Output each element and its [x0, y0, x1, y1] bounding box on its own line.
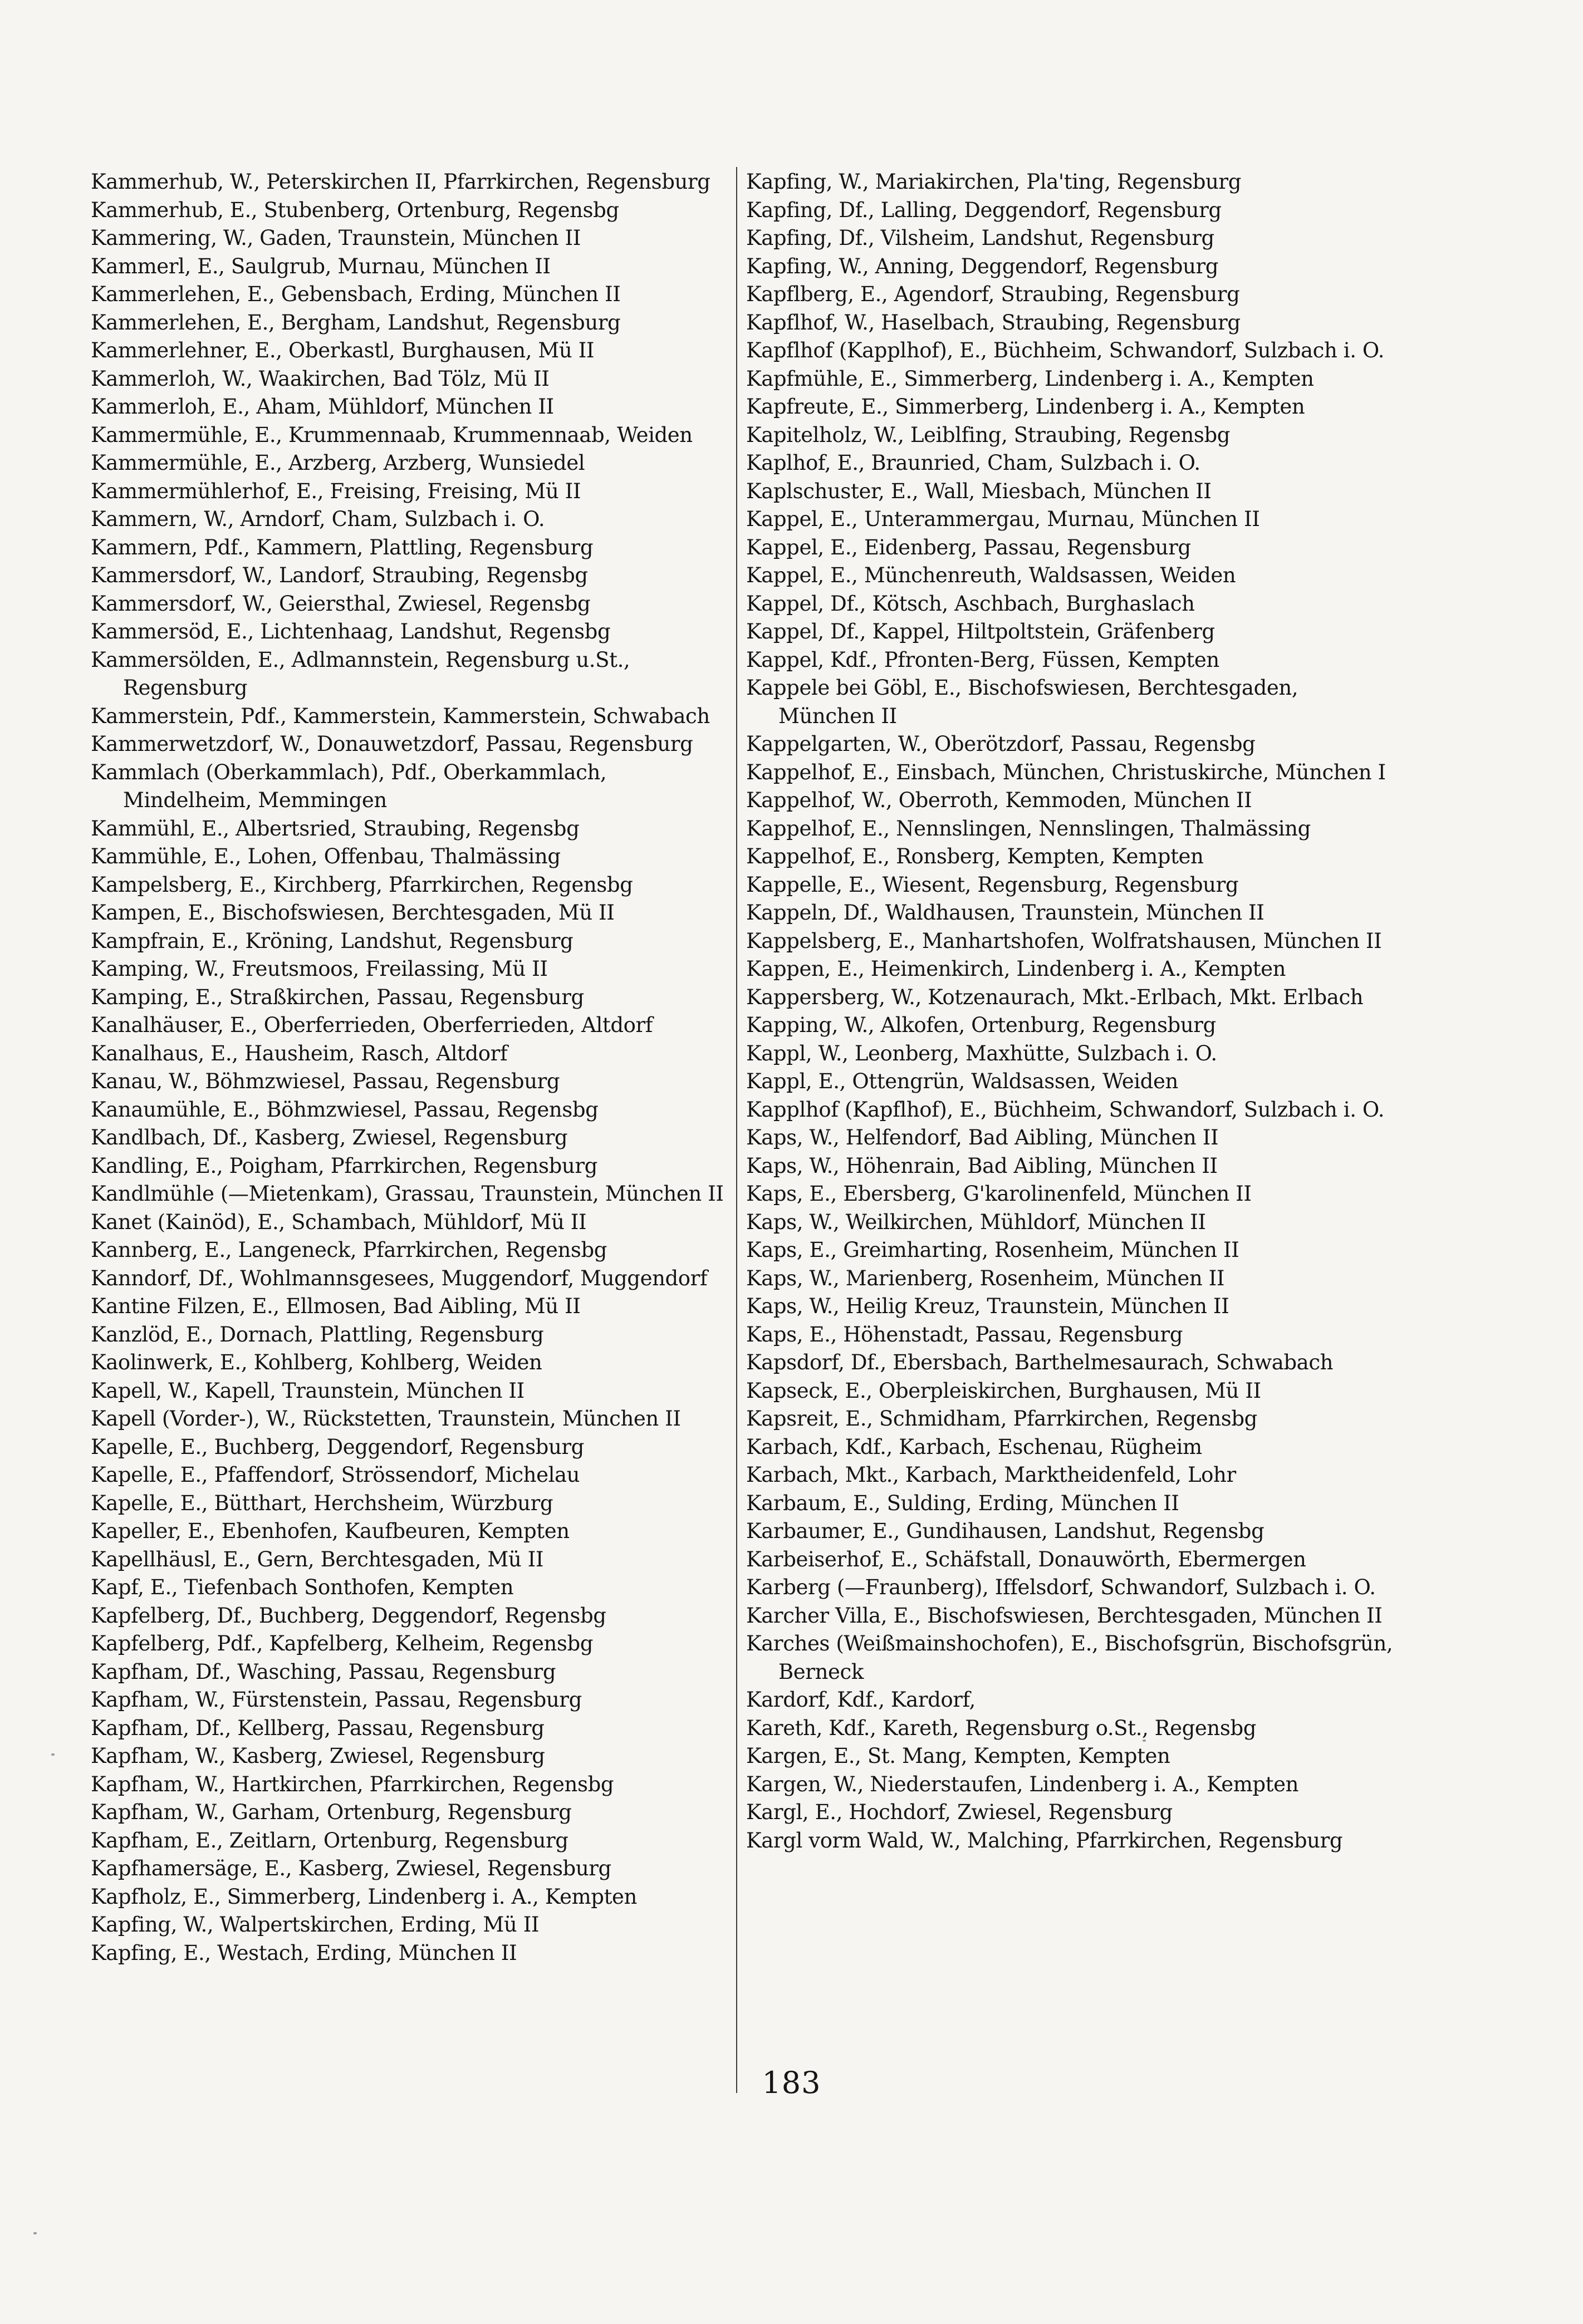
gazetteer-entry: Kapfing, Df., Lalling, Deggendorf, Regensburg — [746, 198, 1222, 222]
left-column — [91, 168, 731, 1967]
gazetteer-entry: Kappel, Df., Kötsch, Aschbach, Burghaslach — [746, 591, 1195, 616]
gazetteer-entry: Kareth, Kdf., Kareth, Regensburg o.St., Regensbg — [746, 1716, 1257, 1740]
gazetteer-entry: Kammühl, E., Albertsried, Straubing, Regensbg — [91, 816, 580, 841]
gazetteer-entry: Kapsreit, E., Schmidham, Pfarrkirchen, Regensbg — [746, 1407, 1257, 1431]
gazetteer-entry: Kammermühle, E., Arzberg, Arzberg, Wunsiedel — [91, 451, 585, 475]
gazetteer-entry: Kapf, E., Tiefenbach Sonthofen, Kempten — [91, 1575, 514, 1599]
gazetteer-entry: Kapell (Vorder-), W., Rückstetten, Traunstein, München II — [91, 1407, 681, 1431]
gazetteer-entry: Kapfelberg, Df., Buchberg, Deggendorf, Regensbg — [91, 1603, 606, 1628]
gazetteer-entry: Kammerloh, W., Waakirchen, Bad Tölz, Mü II — [91, 366, 550, 391]
gazetteer-entry: Kapfelberg, Pdf., Kapfelberg, Kelheim, Regensbg — [91, 1632, 594, 1655]
gazetteer-entry: Karcher Villa, E., Bischofswiesen, Berchtesgaden, München II — [746, 1603, 1383, 1628]
gazetteer-entry: Kapfing, E., Westach, Erding, München II — [91, 1940, 517, 1965]
gazetteer-entry: Kapplhof (Kapflhof), E., Büchheim, Schwandorf, Sulzbach i. O. — [746, 1097, 1385, 1122]
gazetteer-entry: Kapfhamersäge, E., Kasberg, Zwiesel, Regensburg — [91, 1856, 611, 1880]
gazetteer-entry: Kappelhof, E., Einsbach, München, Christuskirche, München I — [746, 760, 1386, 784]
gazetteer-entry: Kapfham, E., Zeitlarn, Ortenburg, Regensburg — [91, 1828, 568, 1853]
column-divider — [736, 167, 737, 2093]
gazetteer-entry: Kammerwetzdorf, W., Donauwetzdorf, Passau, Regensburg — [91, 732, 693, 756]
gazetteer-entry: Kanau, W., Böhmzwiesel, Passau, Regensburg — [91, 1069, 560, 1093]
gazetteer-entry: Kapfmühle, E., Simmerberg, Lindenberg i. A., Kempten — [746, 366, 1314, 391]
gazetteer-entry: Kapflhof, W., Haselbach, Straubing, Regensburg — [746, 310, 1241, 335]
gazetteer-entry: Kammlach (Oberkammlach), Pdf., Oberkammlach, Mindelheim, Memmingen — [91, 760, 607, 812]
gazetteer-entry: Kappel, E., Eidenberg, Passau, Regensburg — [746, 535, 1191, 559]
gazetteer-entry: Kammersölden, E., Adlmannstein, Regensburg u.St., Regensburg — [91, 647, 630, 700]
gazetteer-entry: Kapfham, Df., Wasching, Passau, Regensburg — [91, 1659, 556, 1684]
scan-speck — [33, 2232, 37, 2234]
gazetteer-entry: Kammerhub, W., Peterskirchen II, Pfarrkirchen, Regensburg — [91, 170, 710, 194]
page-number: 183 — [762, 2065, 821, 2100]
gazetteer-entry: Kammermühle, E., Krummennaab, Krummennaab, Weiden — [91, 422, 693, 447]
gazetteer-entry: Kaps, E., Greimharting, Rosenheim, München II — [746, 1238, 1239, 1262]
gazetteer-entry: Kamping, W., Freutsmoos, Freilassing, Mü II — [91, 957, 548, 981]
gazetteer-entry: Kapflhof (Kapplhof), E., Büchheim, Schwandorf, Sulzbach i. O. — [746, 338, 1385, 362]
scan-speck — [51, 1753, 55, 1756]
gazetteer-entry: Kapfham, W., Kasberg, Zwiesel, Regensburg — [91, 1744, 545, 1768]
gazetteer-entry: Kargl vorm Wald, W., Malching, Pfarrkirchen, Regensburg — [746, 1828, 1343, 1853]
gazetteer-entry: Kapellhäusl, E., Gern, Berchtesgaden, Mü II — [91, 1547, 544, 1571]
gazetteer-entry: Kappelhof, W., Oberroth, Kemmoden, München II — [746, 788, 1252, 812]
gazetteer-entry: Kappelhof, E., Ronsberg, Kempten, Kempten — [746, 844, 1204, 868]
gazetteer-entry: Kanalhäuser, E., Oberferrieden, Oberferrieden, Altdorf — [91, 1013, 653, 1037]
gazetteer-entry: Kapell, W., Kapell, Traunstein, München II — [91, 1378, 525, 1403]
gazetteer-entry: Kanzlöd, E., Dornach, Plattling, Regensburg — [91, 1322, 544, 1347]
gazetteer-entry: Kappele bei Göbl, E., Bischofswiesen, Berchtesgaden, München II — [746, 676, 1298, 728]
gazetteer-entry: Kappelhof, E., Nennslingen, Nennslingen, Thalmässing — [746, 816, 1311, 841]
gazetteer-entry: Kannberg, E., Langeneck, Pfarrkirchen, Regensbg — [91, 1238, 607, 1262]
gazetteer-entry: Kammerl, E., Saulgrub, Murnau, München II — [91, 254, 551, 278]
gazetteer-entry: Kapfham, W., Hartkirchen, Pfarrkirchen, Regensbg — [91, 1772, 614, 1796]
gazetteer-entry: Kaplschuster, E., Wall, Miesbach, München II — [746, 479, 1212, 503]
gazetteer-entry: Kampelsberg, E., Kirchberg, Pfarrkirchen, Regensbg — [91, 872, 633, 897]
gazetteer-entry: Kammühle, E., Lohen, Offenbau, Thalmässing — [91, 844, 561, 868]
gazetteer-entry: Kappl, W., Leonberg, Maxhütte, Sulzbach i. O. — [746, 1041, 1217, 1065]
gazetteer-entry: Kammern, W., Arndorf, Cham, Sulzbach i. O. — [91, 507, 545, 531]
gazetteer-entry: Kapfham, Df., Kellberg, Passau, Regensburg — [91, 1716, 545, 1740]
gazetteer-entry: Karbach, Kdf., Karbach, Eschenau, Rügheim — [746, 1434, 1202, 1459]
gazetteer-entry: Kandlbach, Df., Kasberg, Zwiesel, Regensburg — [91, 1126, 568, 1149]
gazetteer-entry: Karbeiserhof, E., Schäfstall, Donauwörth, Ebermergen — [746, 1547, 1306, 1571]
gazetteer-entry: Kammerlehen, E., Bergham, Landshut, Regensburg — [91, 310, 621, 335]
gazetteer-entry: Kapfing, W., Anning, Deggendorf, Regensburg — [746, 254, 1219, 278]
gazetteer-entry: Kapelle, E., Bütthart, Herchsheim, Würzburg — [91, 1491, 553, 1515]
gazetteer-entry: Kaplhof, E., Braunried, Cham, Sulzbach i. O. — [746, 451, 1200, 475]
gazetteer-entry: Kammersdorf, W., Landorf, Straubing, Regensbg — [91, 563, 588, 587]
gazetteer-entry: Kapfham, W., Fürstenstein, Passau, Regensburg — [91, 1688, 582, 1712]
gazetteer-entry: Karbaumer, E., Gundihausen, Landshut, Regensbg — [746, 1519, 1265, 1543]
gazetteer-entry: Kaps, E., Ebersberg, G'karolinenfeld, München II — [746, 1182, 1252, 1206]
gazetteer-entry: Kappelsberg, E., Manhartshofen, Wolfratshausen, München II — [746, 928, 1382, 953]
gazetteer-entry: Karbach, Mkt., Karbach, Marktheidenfeld, Lohr — [746, 1463, 1236, 1487]
right-column — [746, 168, 1398, 1855]
gazetteer-entry: Kaps, W., Helfendorf, Bad Aibling, München II — [746, 1126, 1219, 1149]
gazetteer-entry: Kappelle, E., Wiesent, Regensburg, Regensburg — [746, 872, 1239, 897]
gazetteer-entry: Kargl, E., Hochdorf, Zwiesel, Regensburg — [746, 1800, 1173, 1824]
gazetteer-entry: Kammermühlerhof, E., Freising, Freising, Mü II — [91, 479, 581, 503]
gazetteer-entry: Kammerlehen, E., Gebensbach, Erding, München II — [91, 282, 621, 306]
scan-speck — [1143, 1740, 1146, 1742]
gazetteer-entry: Kapfing, Df., Vilsheim, Landshut, Regensburg — [746, 226, 1214, 250]
gazetteer-entry: Kammersöd, E., Lichtenhaag, Landshut, Regensbg — [91, 620, 611, 643]
gazetteer-entry: Kanndorf, Df., Wohlmannsgesees, Muggendorf, Muggendorf — [91, 1266, 708, 1290]
gazetteer-entry: Kargen, E., St. Mang, Kempten, Kempten — [746, 1744, 1170, 1768]
gazetteer-entry: Kammersdorf, W., Geiersthal, Zwiesel, Regensbg — [91, 591, 591, 616]
gazetteer-entry: Kanet (Kainöd), E., Schambach, Mühldorf, Mü II — [91, 1210, 587, 1234]
gazetteer-entry: Kammering, W., Gaden, Traunstein, München II — [91, 226, 581, 250]
gazetteer-entry: Kapelle, E., Buchberg, Deggendorf, Regensburg — [91, 1434, 584, 1459]
gazetteer-entry: Kapelle, E., Pfaffendorf, Strössendorf, Michelau — [91, 1463, 580, 1487]
gazetteer-entry: Kaolinwerk, E., Kohlberg, Kohlberg, Weiden — [91, 1350, 542, 1374]
gazetteer-entry: Kaps, W., Weilkirchen, Mühldorf, München II — [746, 1210, 1206, 1234]
gazetteer-entry: Kammerlehner, E., Oberkastl, Burghausen, Mü II — [91, 338, 595, 362]
gazetteer-entry: Kappl, E., Ottengrün, Waldsassen, Weiden — [746, 1069, 1178, 1093]
gazetteer-entry: Kampen, E., Bischofswiesen, Berchtesgaden, Mü II — [91, 901, 615, 925]
gazetteer-entry: Kantine Filzen, E., Ellmosen, Bad Aibling, Mü II — [91, 1294, 581, 1318]
gazetteer-entry: Kargen, W., Niederstaufen, Lindenberg i. A., Kempten — [746, 1772, 1299, 1796]
gazetteer-entry: Kamping, E., Straßkirchen, Passau, Regensburg — [91, 985, 584, 1009]
gazetteer-entry: Kaps, W., Heilig Kreuz, Traunstein, München II — [746, 1294, 1229, 1318]
gazetteer-entry: Kanalhaus, E., Hausheim, Rasch, Altdorf — [91, 1041, 508, 1065]
gazetteer-entry: Kampfrain, E., Kröning, Landshut, Regensburg — [91, 928, 574, 953]
gazetteer-entry: Kappel, E., Münchenreuth, Waldsassen, Weiden — [746, 563, 1236, 587]
gazetteer-entry: Kapfham, W., Garham, Ortenburg, Regensburg — [91, 1800, 572, 1824]
gazetteer-entry: Kappen, E., Heimenkirch, Lindenberg i. A., Kempten — [746, 957, 1286, 981]
gazetteer-entry: Kappel, Kdf., Pfronten-Berg, Füssen, Kempten — [746, 647, 1219, 672]
gazetteer-entry: Karberg (—Fraunberg), Iffelsdorf, Schwandorf, Sulzbach i. O. — [746, 1575, 1376, 1599]
gazetteer-entry: Kammerloh, E., Aham, Mühldorf, München II — [91, 395, 554, 419]
gazetteer-entry: Kapsdorf, Df., Ebersbach, Barthelmesaurach, Schwabach — [746, 1350, 1334, 1374]
gazetteer-entry: Kappeln, Df., Waldhausen, Traunstein, München II — [746, 901, 1265, 925]
gazetteer-entry: Kappelgarten, W., Oberötzdorf, Passau, Regensbg — [746, 732, 1256, 756]
gazetteer-entry: Karches (Weißmainshochofen), E., Bischofsgrün, Bischofsgrün, Berneck — [746, 1632, 1393, 1684]
gazetteer-entry: Kapfing, W., Walpertskirchen, Erding, Mü II — [91, 1913, 540, 1937]
gazetteer-entry: Kammern, Pdf., Kammern, Plattling, Regensburg — [91, 535, 594, 559]
gazetteer-entry: Kapfing, W., Mariakirchen, Pla'ting, Regensburg — [746, 170, 1242, 194]
gazetteer-entry: Kappel, Df., Kappel, Hiltpoltstein, Gräfenberg — [746, 620, 1215, 643]
gazetteer-entry: Kaps, W., Höhenrain, Bad Aibling, München II — [746, 1153, 1218, 1178]
gazetteer-entry: Kandlmühle (—Mietenkam), Grassau, Traunstein, München II — [91, 1182, 724, 1206]
gazetteer-entry: Kapitelholz, W., Leiblfing, Straubing, Regensbg — [746, 422, 1231, 447]
gazetteer-entry: Kapfreute, E., Simmerberg, Lindenberg i. A., Kempten — [746, 395, 1305, 419]
gazetteer-entry: Kammerstein, Pdf., Kammerstein, Kammerstein, Schwabach — [91, 704, 710, 728]
gazetteer-entry: Kappel, E., Unterammergau, Murnau, München II — [746, 507, 1260, 531]
gazetteer-entry: Kardorf, Kdf., Kardorf, — [746, 1688, 976, 1712]
gazetteer-entry: Kapseck, E., Oberpleiskirchen, Burghausen, Mü II — [746, 1378, 1261, 1403]
gazetteer-entry: Kapflberg, E., Agendorf, Straubing, Regensburg — [746, 282, 1240, 306]
gazetteer-entry: Kapfholz, E., Simmerberg, Lindenberg i. A., Kempten — [91, 1884, 637, 1909]
gazetteer-entry: Karbaum, E., Sulding, Erding, München II — [746, 1491, 1179, 1515]
gazetteer-entry: Kandling, E., Poigham, Pfarrkirchen, Regensburg — [91, 1153, 597, 1178]
gazetteer-entry: Kapeller, E., Ebenhofen, Kaufbeuren, Kempten — [91, 1519, 570, 1543]
gazetteer-entry: Kaps, E., Höhenstadt, Passau, Regensburg — [746, 1322, 1183, 1347]
gazetteer-entry: Kaps, W., Marienberg, Rosenheim, München II — [746, 1266, 1225, 1290]
gazetteer-entry: Kapping, W., Alkofen, Ortenburg, Regensburg — [746, 1013, 1216, 1037]
gazetteer-entry: Kappersberg, W., Kotzenaurach, Mkt.-Erlbach, Mkt. Erlbach — [746, 985, 1364, 1009]
gazetteer-entry: Kammerhub, E., Stubenberg, Ortenburg, Regensbg — [91, 198, 619, 222]
gazetteer-entry: Kanaumühle, E., Böhmzwiesel, Passau, Regensbg — [91, 1097, 599, 1122]
